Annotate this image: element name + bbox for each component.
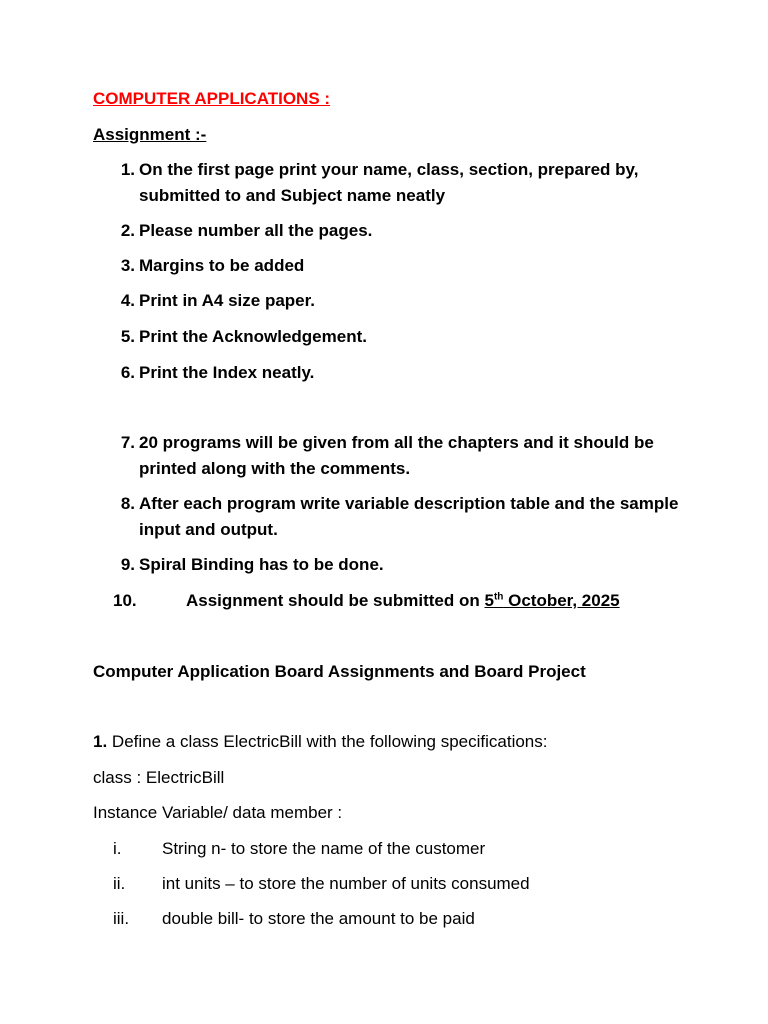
list-item-text: Print the Index neatly.	[139, 363, 315, 382]
question-1	[93, 729, 548, 755]
class-line: class : ElectricBill	[93, 768, 225, 787]
member-item	[113, 871, 530, 897]
list-item-number: 6.	[120, 363, 135, 382]
instance-variables-heading: Instance Variable/ data member :	[93, 803, 343, 822]
member-number: ii.	[113, 874, 126, 893]
member-item	[113, 906, 475, 932]
list-item	[113, 491, 693, 543]
list-item	[113, 588, 693, 614]
list-item-number: 8.	[120, 494, 135, 513]
list-item-text: Print in A4 size paper.	[139, 291, 316, 310]
list-item	[113, 360, 693, 386]
member-item	[113, 836, 485, 862]
list-item	[113, 157, 693, 209]
list-item-text: On the first page print your name, class, section, prepared by, submitted to and Subject name neatly	[139, 160, 639, 205]
list-item-number: 10.	[113, 591, 137, 610]
question-number: 1.	[93, 732, 108, 751]
member-text: int units – to store the number of units consumed	[162, 874, 530, 893]
list-item-text	[186, 588, 693, 614]
date-day: 5	[484, 591, 494, 610]
member-number: i.	[113, 839, 122, 858]
list-item-number: 1.	[120, 160, 135, 179]
member-text: String n- to store the name of the customer	[162, 839, 486, 858]
member-number: iii.	[113, 909, 130, 928]
assignment-heading: Assignment :-	[93, 125, 207, 144]
list-item	[113, 218, 693, 244]
list-item	[113, 430, 693, 482]
list-item	[113, 288, 693, 314]
list-item-number: 9.	[120, 555, 135, 574]
question-text: Define a class ElectricBill with the following specifications:	[107, 732, 548, 751]
submission-date	[484, 591, 619, 610]
list-item-number: 2.	[120, 221, 135, 240]
list-item-text: Margins to be added	[139, 256, 305, 275]
list-item	[113, 253, 693, 279]
submission-text: Assignment should be submitted on	[186, 591, 485, 610]
list-item-text: Spiral Binding has to be done.	[139, 555, 384, 574]
list-item-number: 7.	[120, 433, 135, 452]
list-item-text: After each program write variable description table and the sample input and output.	[139, 494, 679, 539]
member-text: double bill- to store the amount to be paid	[162, 909, 475, 928]
document-heading: COMPUTER APPLICATIONS :	[93, 89, 331, 108]
list-item	[113, 552, 693, 578]
list-item	[113, 324, 693, 350]
list-item-number: 3.	[120, 256, 135, 275]
date-month-year: October, 2025	[503, 591, 620, 610]
list-item-number: 5.	[120, 327, 135, 346]
list-item-text: Print the Acknowledgement.	[139, 327, 367, 346]
date-superscript: th	[493, 591, 504, 603]
section-heading: Computer Application Board Assignments and Board Project	[93, 662, 586, 681]
list-item-text: 20 programs will be given from all the chapters and it should be printed along with the comments.	[139, 433, 654, 478]
list-item-number: 4.	[120, 291, 135, 310]
list-item-text: Please number all the pages.	[139, 221, 373, 240]
